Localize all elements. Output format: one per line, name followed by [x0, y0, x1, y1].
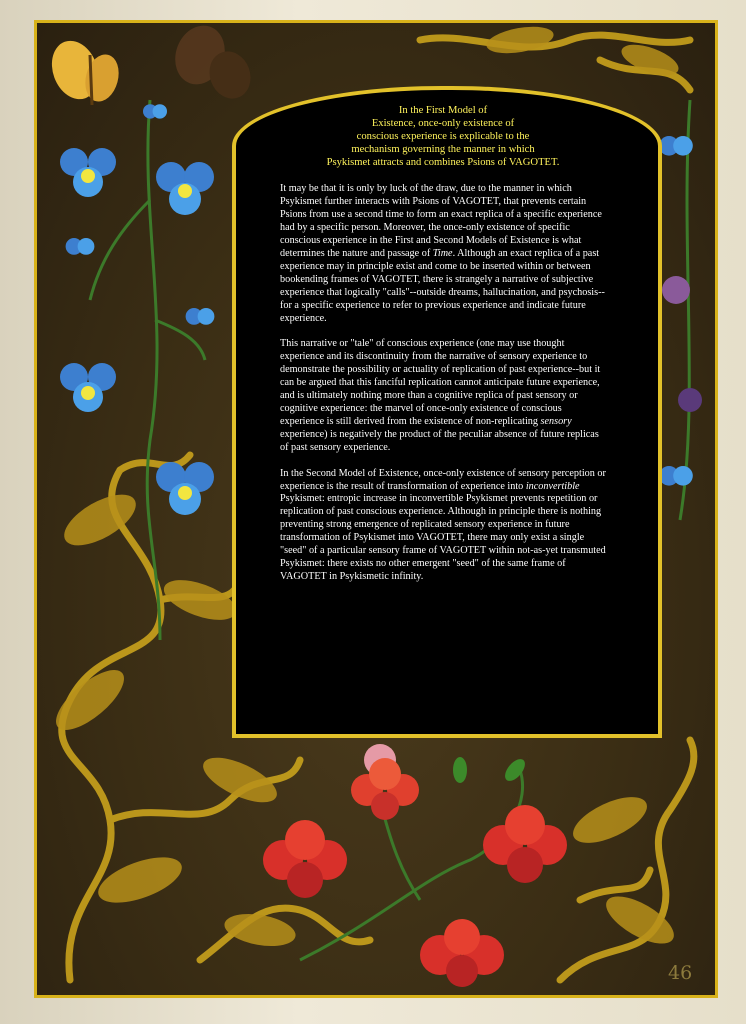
moth-icon — [167, 19, 257, 105]
butterfly-icon — [44, 34, 124, 105]
paragraph-1: It may be that it is only by luck of the draw, due to the manner in which Psykismet further interacts with Psions of VAGOTET, that prevents certain Psions from use a second time to form an exact replica of a specific experience had by a specific person. Moreover, the once-only existence of specific conscious experience in the First and Second Models of Existence is what determines the nature and passage of Time. Although an exact replica of a past experience may in principle exist and come to be inserted within or between bookending frames of VAGOTET, there is strangely a narrative of subjective experience that logically "calls"--outside dreams, hallucination, and psychosis--for a specific experience to refer to previous experience and indicate future experience. — [280, 183, 605, 324]
paragraph-3: In the Second Model of Existence, once-only existence of sensory perception or experience is the result of transformation of experience into inconvertible Psykismet: entropic increase in inconvertible Psykismet prevents repetition or replication of past conscious experience. Although in principle there is nothing preventing strong emergence of replicated sensory experience in future transformation of Psykismet into VAGOTET, there may only exist a single "seed" of a particular sensory frame of VAGOTET within not-as-yet transmuted Psykismet: there exists no other emergent "seed" of the same frame of VAGOTET in Psykismetic infinity. — [280, 467, 606, 582]
paragraph-2: This narrative or "tale" of conscious experience (one may use thought experience and its discontinuity from the narrative of sensory experience to demonstrate the possibility or actuality of replication of past experience--but it can be argued that this fanciful replication cannot anticipate future experience, and is ultimately nothing more than a cognitive replica of past sensory or cognitive experience: the marvel of once-only existence of conscious experience is still derived from the existence of non-replicating sensory experience) is negatively the product of the peculiar absence of future replicas of past sensory experience. — [280, 338, 601, 453]
text-block — [280, 104, 606, 597]
page-number: 46 — [668, 962, 693, 984]
page-heading: In the First Model of Existence, once-only existence of conscious experience is explicable to the mechanism governing the manner in which Psykismet attracts and combines Psions of VAGOTET. — [326, 105, 560, 169]
